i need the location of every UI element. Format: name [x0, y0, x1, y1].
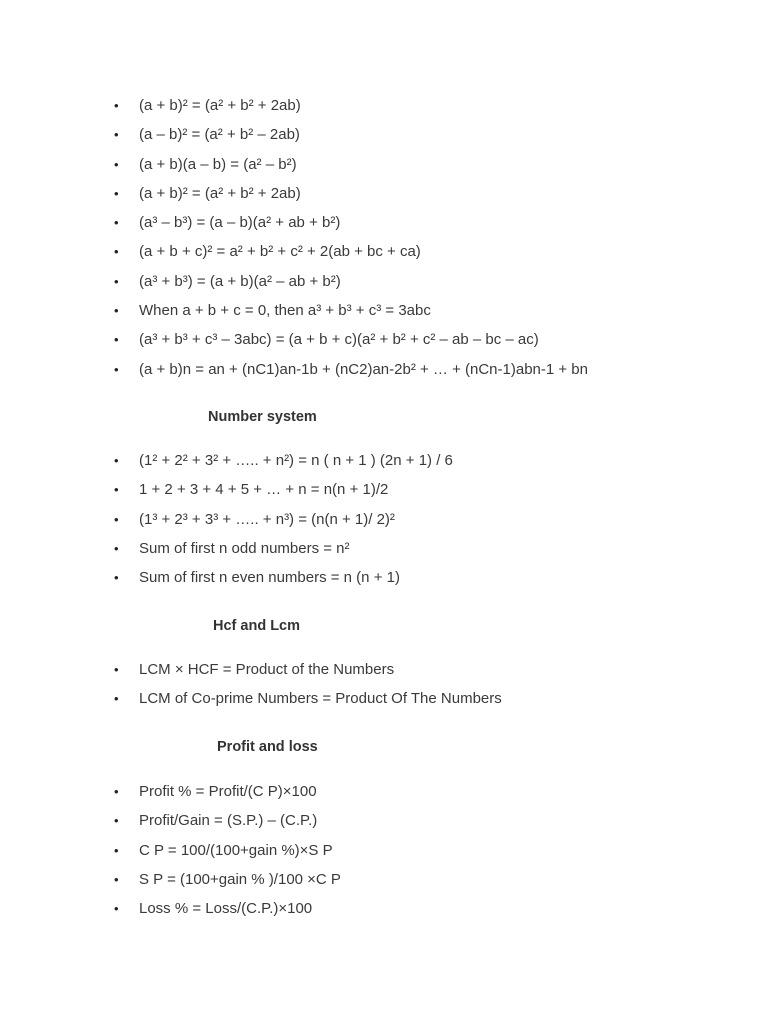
list-item — [114, 660, 502, 689]
formula-text: (1³ + 2³ + 3³ + ….. + n³) = (n(n + 1)/ 2)² — [139, 510, 395, 528]
formula-text: (a – b)² = (a² + b² – 2ab) — [139, 126, 300, 144]
formula-text: (a³ – b³) = (a – b)(a² + ab + b²) — [139, 214, 341, 232]
bullet-icon: • — [114, 691, 119, 707]
list-item — [114, 510, 453, 539]
list-item — [114, 480, 453, 509]
bullet-icon: • — [114, 127, 119, 143]
list-item — [114, 899, 341, 928]
bullet-icon: • — [114, 540, 119, 556]
list-item — [114, 330, 588, 359]
bullet-icon: • — [114, 156, 119, 172]
bullet-icon: • — [114, 511, 119, 527]
list-item — [114, 841, 341, 870]
bullet-icon: • — [114, 570, 119, 586]
formula-text: Profit/Gain = (S.P.) – (C.P.) — [139, 812, 318, 830]
number-system-formula-list — [114, 451, 453, 597]
bullet-icon: • — [114, 244, 119, 260]
profit-loss-formula-list — [114, 782, 341, 928]
bullet-icon: • — [114, 784, 119, 799]
hcf-lcm-heading: Hcf and Lcm — [213, 618, 301, 634]
hcf-lcm-formula-list — [114, 660, 502, 719]
formula-text: C P = 100/(100+gain %)×S P — [139, 841, 333, 859]
bullet-icon: • — [114, 662, 119, 677]
bullet-icon: • — [114, 901, 119, 917]
formula-text: (a + b + c)² = a² + b² + c² + 2(ab + bc + ca) — [139, 243, 421, 261]
number-system-heading: Number system — [208, 409, 317, 425]
bullet-icon: • — [114, 482, 119, 498]
list-item — [114, 213, 588, 242]
list-item — [114, 96, 588, 125]
list-item — [114, 782, 341, 811]
formula-text: (a + b)(a – b) = (a² – b²) — [139, 155, 297, 173]
list-item — [114, 870, 341, 899]
list-item — [114, 811, 341, 840]
bullet-icon: • — [114, 303, 119, 319]
formula-text: (1² + 2² + 3² + ….. + n²) = n ( n + 1 ) (2n + 1) / 6 — [139, 452, 453, 469]
list-item — [114, 184, 588, 213]
bullet-icon: • — [114, 332, 119, 348]
formula-text: Sum of first n odd numbers = n² — [139, 539, 350, 557]
bullet-icon: • — [114, 361, 119, 377]
bullet-icon: • — [114, 273, 119, 289]
list-item — [114, 568, 453, 597]
bullet-icon: • — [114, 871, 119, 887]
list-item — [114, 242, 588, 271]
formula-text: Sum of first n even numbers = n (n + 1) — [139, 569, 400, 587]
list-item — [114, 301, 588, 330]
list-item — [114, 451, 453, 480]
list-item — [114, 689, 502, 718]
list-item — [114, 360, 588, 389]
formula-text: When a + b + c = 0, then a³ + b³ + c³ = 3abc — [139, 302, 431, 320]
formula-text: (a + b)² = (a² + b² + 2ab) — [139, 184, 301, 202]
list-item — [114, 272, 588, 301]
formula-text: 1 + 2 + 3 + 4 + 5 + … + n = n(n + 1)/2 — [139, 481, 389, 499]
list-item — [114, 539, 453, 568]
bullet-icon: • — [114, 185, 119, 201]
formula-text: S P = (100+gain % )/100 ×C P — [139, 870, 341, 888]
bullet-icon: • — [114, 98, 119, 113]
list-item — [114, 125, 588, 154]
formula-text: (a + b)² = (a² + b² + 2ab) — [139, 97, 301, 114]
profit-loss-heading: Profit and loss — [217, 739, 318, 755]
formula-text: (a³ + b³) = (a + b)(a² – ab + b²) — [139, 272, 341, 290]
bullet-icon: • — [114, 215, 119, 231]
bullet-icon: • — [114, 842, 119, 858]
formula-text: LCM × HCF = Product of the Numbers — [139, 661, 395, 678]
formula-text: Profit % = Profit/(C P)×100 — [139, 783, 317, 800]
list-item — [114, 155, 588, 184]
formula-text: LCM of Co-prime Numbers = Product Of The Numbers — [139, 690, 502, 708]
formula-text: (a + b)n = an + (nC1)an-1b + (nC2)an-2b² + … + (nCn-1)abn-1 + bn — [139, 360, 588, 378]
bullet-icon: • — [114, 813, 119, 829]
algebra-formula-list — [114, 96, 588, 389]
formula-text: (a³ + b³ + c³ – 3abc) = (a + b + c)(a² + b² + c² – ab – bc – ac) — [139, 331, 539, 349]
formula-text: Loss % = Loss/(C.P.)×100 — [139, 900, 313, 918]
bullet-icon: • — [114, 453, 119, 468]
